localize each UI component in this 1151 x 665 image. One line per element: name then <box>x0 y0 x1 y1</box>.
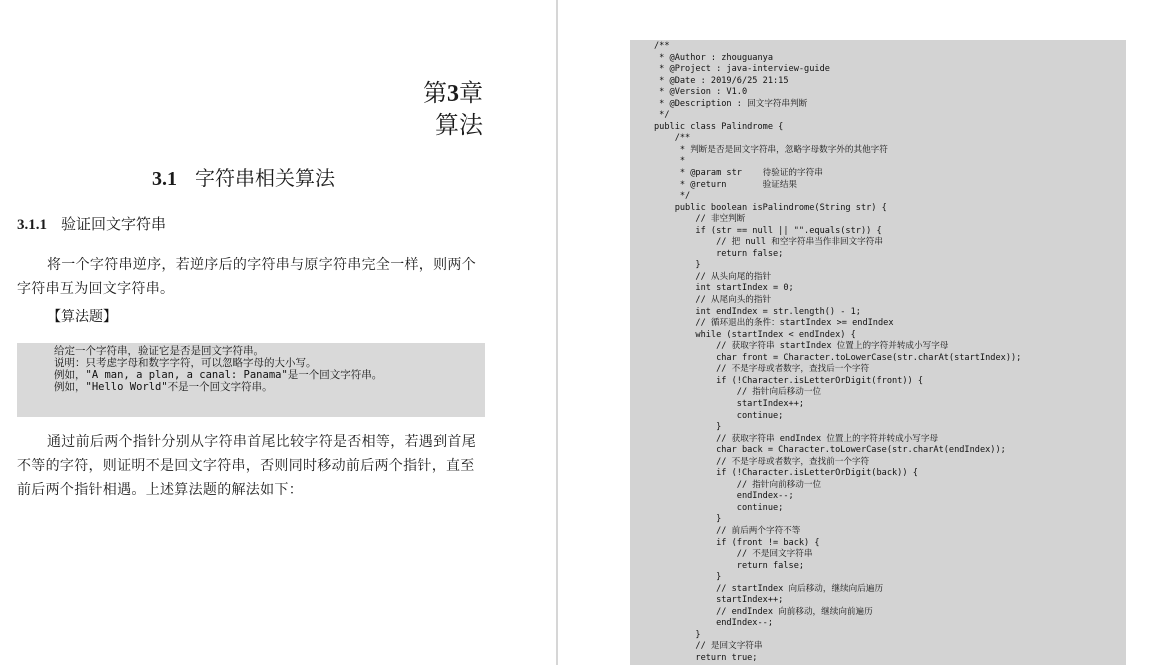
code-line: } <box>654 629 701 640</box>
chapter-heading <box>423 78 483 141</box>
code-line: */ <box>654 110 670 121</box>
algorithm-label: 【算法题】 <box>47 309 117 325</box>
code-line: if (!Character.isLetterOrDigit(front)) { <box>654 375 924 386</box>
code-line: endIndex--; <box>654 491 794 502</box>
code-line: * @Version : V1.0 <box>654 87 748 98</box>
code-lines <box>630 40 1126 665</box>
code-line: // 是回文字符串 <box>654 641 763 652</box>
code-line: * @Description : 回文字符串判断 <box>654 98 808 109</box>
code-line: continue; <box>654 502 784 513</box>
code-line: // 把 null 和空字符串当作非回文字符串 <box>654 237 883 248</box>
code-line: // 循环退出的条件：startIndex >= endIndex <box>654 318 894 329</box>
code-line: * @Author : zhouguanya <box>654 52 773 63</box>
code-line: if (front != back) { <box>654 537 820 548</box>
solution-paragraph: 通过前后两个指针分别从字符串首尾比较字符是否相等，若遇到首尾不等的字符，则证明不是回文字符串，否则同时移动前后两个指针，直至前后两个指针相遇。上述算法题的解法如下： <box>17 434 476 498</box>
code-line: // 前后两个字符不等 <box>654 525 801 536</box>
code-line: return true; <box>654 652 758 663</box>
code-line: // 不是字母或者数字，查找后一个字符 <box>654 364 870 375</box>
subsection-number: 3.1.1 <box>17 217 47 233</box>
subsection-title: 验证回文字符串 <box>61 215 167 233</box>
algorithm-problem-box <box>17 343 485 417</box>
code-line: public boolean isPalindrome(String str) { <box>654 202 887 213</box>
section-heading <box>152 162 335 191</box>
code-line: if (!Character.isLetterOrDigit(back)) { <box>654 468 918 479</box>
code-line: // 获取字符串 endIndex 位置上的字符并转成小写字母 <box>654 433 939 444</box>
code-line: // startIndex 向后移动，继续向后遍历 <box>654 583 884 594</box>
chapter-suffix: 章 <box>459 79 483 107</box>
code-line: while (startIndex < endIndex) { <box>654 329 856 340</box>
code-line: } <box>654 422 722 433</box>
algorithm-line: 给定一个字符串，验证它是否是回文字符串。 <box>54 345 264 357</box>
code-line: char front = Character.toLowerCase(str.charAt(startIndex)); <box>654 352 1022 363</box>
right-page <box>558 0 1151 665</box>
algorithm-line: 说明：只考虑字母和数字字符，可以忽略字母的大小写。 <box>54 357 317 369</box>
code-line: char back = Character.toLowerCase(str.charAt(endIndex)); <box>654 445 1006 456</box>
code-line: * @Date : 2019/6/25 21:15 <box>654 75 789 86</box>
code-line: // endIndex 向前移动，继续向前遍历 <box>654 606 873 617</box>
chapter-number: 3 <box>447 81 459 107</box>
algorithm-line: 例如，"A man, a plan, a canal: Panama"是一个回文字符串。 <box>54 369 383 381</box>
chapter-prefix: 第 <box>423 79 447 107</box>
code-line: if (str == null || "".equals(str)) { <box>654 225 882 236</box>
code-line: /** <box>654 133 691 144</box>
code-line: * @param str 待验证的字符串 <box>654 168 823 179</box>
code-line: * @return 验证结果 <box>654 179 798 190</box>
code-line: // 非空判断 <box>654 214 746 225</box>
code-line: /** <box>654 41 670 51</box>
code-line: int startIndex = 0; <box>654 283 794 294</box>
code-line: return false; <box>654 248 784 259</box>
code-line: continue; <box>654 410 784 421</box>
chapter-number-line <box>423 78 483 110</box>
code-line: // 指针向后移动一位 <box>654 387 822 398</box>
code-line: return false; <box>654 560 805 571</box>
code-line: // 从尾向头的指针 <box>654 295 772 306</box>
code-line: int endIndex = str.length() - 1; <box>654 306 861 317</box>
section-title: 字符串相关算法 <box>195 166 335 190</box>
code-line: } <box>654 260 701 271</box>
code-block <box>630 40 1126 665</box>
algorithm-problem-lines <box>17 343 485 393</box>
chapter-title: 算法 <box>435 111 483 139</box>
code-line: // 从头向尾的指针 <box>654 271 772 282</box>
code-line: * @Project : java-interview-guide <box>654 64 830 75</box>
code-line: } <box>654 514 722 525</box>
code-line: * 判断是否是回文字符串，忽略字母数字外的其他字符 <box>654 144 888 155</box>
code-line: // 指针向前移动一位 <box>654 479 822 490</box>
algorithm-line: 例如，"Hello World"不是一个回文字符串。 <box>54 381 273 393</box>
code-line: startIndex++; <box>654 398 805 409</box>
code-line: startIndex++; <box>654 595 784 606</box>
code-line: endIndex--; <box>654 618 773 629</box>
code-line: * <box>654 156 686 167</box>
code-line: */ <box>654 191 691 202</box>
code-line: public class Palindrome { <box>654 121 784 132</box>
left-page <box>0 0 556 665</box>
section-number: 3.1 <box>152 168 177 190</box>
intro-paragraph: 将一个字符串逆序，若逆序后的字符串与原字符串完全一样，则两个字符串互为回文字符串。 <box>17 257 476 297</box>
code-line: // 不是回文字符串 <box>654 549 813 560</box>
code-line: } <box>654 572 722 583</box>
code-line: // 获取字符串 startIndex 位置上的字符并转成小写字母 <box>654 341 949 352</box>
subsection-heading <box>17 213 166 234</box>
code-line: // 不是字母或者数字，查找前一个字符 <box>654 456 870 467</box>
